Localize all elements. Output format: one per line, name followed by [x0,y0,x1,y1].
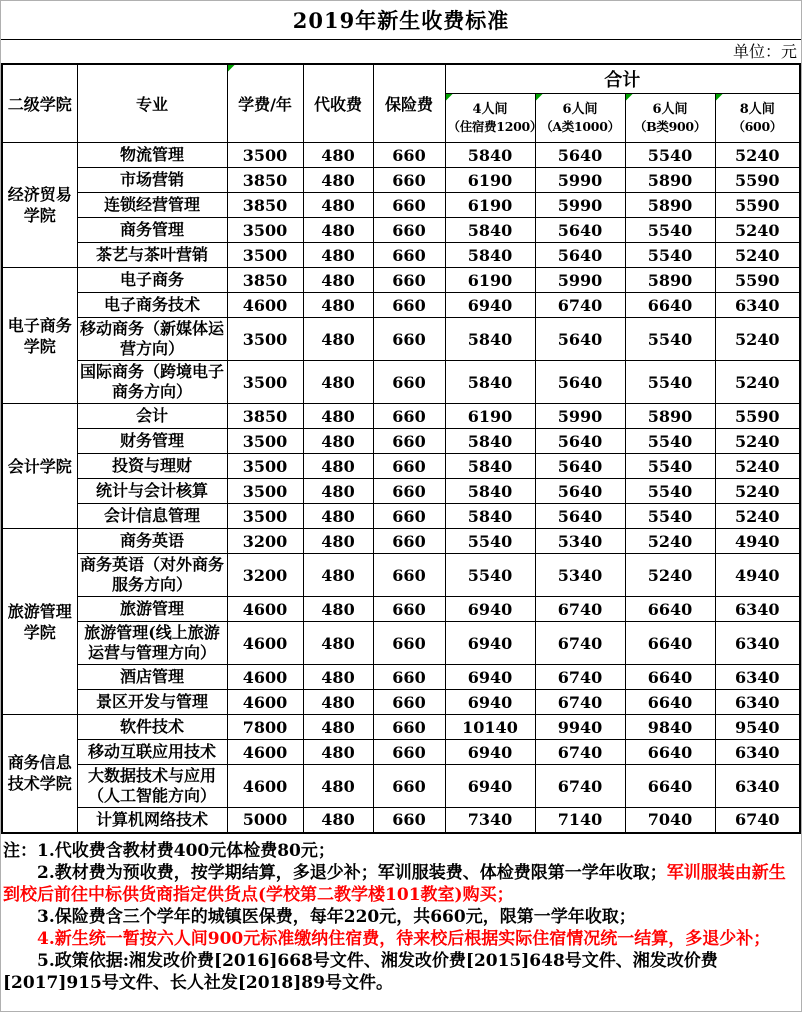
major-cell: 旅游管理 [77,597,227,622]
total-cell-room-type-2: 5990 [535,168,625,193]
total-cell-room-type-2: 5640 [535,143,625,168]
notes-label: 注： [3,840,37,861]
major-cell: 投资与理财 [77,454,227,479]
collection-fee-cell: 480 [303,529,373,554]
table-row [2,529,800,554]
total-cell-room-type-3: 6640 [625,765,715,808]
table-row [2,243,800,268]
table-row [2,361,800,404]
table-row [2,479,800,504]
major-cell: 移动互联应用技术 [77,740,227,765]
collection-fee-cell: 480 [303,143,373,168]
note-text: 2.教材费为预收费，按学期结算，多退少补；军训服装费、体检费限第一学年收取； [37,862,667,883]
insurance-fee-cell: 660 [373,690,445,715]
total-cell-room-type-2: 5640 [535,479,625,504]
tuition-cell: 3500 [227,243,303,268]
total-cell-room-type-3: 6640 [625,690,715,715]
total-cell-room-type-2: 6740 [535,665,625,690]
major-cell: 商务管理 [77,218,227,243]
total-cell-room-type-3: 5890 [625,193,715,218]
tuition-cell: 3850 [227,168,303,193]
total-cell-room-type-1: 6940 [445,690,535,715]
note-line [3,906,798,928]
collection-fee-cell: 480 [303,808,373,833]
total-cell-room-type-4: 5240 [715,454,800,479]
collection-fee-cell: 480 [303,168,373,193]
total-cell-room-type-3: 5890 [625,404,715,429]
total-cell-room-type-3: 6640 [625,597,715,622]
table-row [2,168,800,193]
major-cell: 景区开发与管理 [77,690,227,715]
total-cell-room-type-4: 6340 [715,665,800,690]
insurance-fee-cell: 660 [373,740,445,765]
comment-indicator-icon [716,94,723,101]
total-cell-room-type-4: 5240 [715,243,800,268]
table-row [2,554,800,597]
table-row [2,268,800,293]
major-cell: 计算机网络技术 [77,808,227,833]
table-row [2,504,800,529]
header-insurance-fee: 保险费 [373,64,445,143]
tuition-cell: 3850 [227,193,303,218]
table-row [2,318,800,361]
collection-fee-cell: 480 [303,454,373,479]
total-cell-room-type-3: 5540 [625,429,715,454]
tuition-cell: 5000 [227,808,303,833]
total-cell-room-type-3: 5540 [625,479,715,504]
tuition-cell: 3500 [227,361,303,404]
total-cell-room-type-2: 5340 [535,554,625,597]
total-cell-room-type-2: 6740 [535,597,625,622]
collection-fee-cell: 480 [303,243,373,268]
total-cell-room-type-1: 6190 [445,193,535,218]
total-cell-room-type-4: 5590 [715,404,800,429]
major-cell: 移动商务（新媒体运营方向） [77,318,227,361]
collection-fee-cell: 480 [303,293,373,318]
collection-fee-cell: 480 [303,193,373,218]
note-text-highlighted: 军训服装由新生到校后前往中标供货商指定供货点(学校第二教学楼101教室)购买； [3,862,786,905]
total-cell-room-type-1: 6940 [445,765,535,808]
total-cell-room-type-1: 5840 [445,479,535,504]
total-cell-room-type-3: 5540 [625,218,715,243]
tuition-cell: 3500 [227,504,303,529]
total-cell-room-type-1: 10140 [445,715,535,740]
total-cell-room-type-2: 6740 [535,765,625,808]
insurance-fee-cell: 660 [373,597,445,622]
collection-fee-cell: 480 [303,404,373,429]
collection-fee-cell: 480 [303,318,373,361]
collection-fee-cell: 480 [303,429,373,454]
total-cell-room-type-3: 5540 [625,318,715,361]
insurance-fee-cell: 660 [373,429,445,454]
total-cell-room-type-3: 6640 [625,740,715,765]
comment-indicator-icon [228,65,235,72]
total-cell-room-type-2: 5640 [535,318,625,361]
comment-indicator-icon [536,94,543,101]
tuition-cell: 4600 [227,293,303,318]
table-row [2,404,800,429]
total-cell-room-type-2: 5640 [535,243,625,268]
tuition-cell: 4600 [227,765,303,808]
total-cell-room-type-3: 5540 [625,361,715,404]
collection-fee-cell: 480 [303,740,373,765]
major-cell: 财务管理 [77,429,227,454]
insurance-fee-cell: 660 [373,454,445,479]
total-cell-room-type-1: 6940 [445,597,535,622]
collection-fee-cell: 480 [303,690,373,715]
header-major: 专业 [77,64,227,143]
total-cell-room-type-3: 6640 [625,665,715,690]
header-college: 二级学院 [2,64,77,143]
total-cell-room-type-3: 5540 [625,504,715,529]
insurance-fee-cell: 660 [373,293,445,318]
tuition-cell: 4600 [227,622,303,665]
insurance-fee-cell: 660 [373,715,445,740]
total-cell-room-type-2: 6740 [535,622,625,665]
total-cell-room-type-4: 5240 [715,479,800,504]
major-cell: 电子商务 [77,268,227,293]
page-title: 2019年新生收费标准 [1,1,801,40]
total-cell-room-type-1: 5840 [445,318,535,361]
total-cell-room-type-4: 4940 [715,529,800,554]
table-row [2,597,800,622]
total-cell-room-type-1: 6940 [445,293,535,318]
college-cell: 会计学院 [2,404,77,529]
insurance-fee-cell: 660 [373,243,445,268]
insurance-fee-cell: 660 [373,808,445,833]
collection-fee-cell: 480 [303,597,373,622]
total-cell-room-type-4: 6340 [715,740,800,765]
total-cell-room-type-2: 5990 [535,268,625,293]
total-cell-room-type-2: 5640 [535,218,625,243]
total-cell-room-type-3: 5890 [625,268,715,293]
total-cell-room-type-3: 5540 [625,143,715,168]
total-cell-room-type-1: 6940 [445,665,535,690]
header-room-type-3: 6人间 （B类900） [625,94,715,143]
college-cell: 电子商务学院 [2,268,77,404]
table-row [2,808,800,833]
major-cell: 酒店管理 [77,665,227,690]
tuition-cell: 7800 [227,715,303,740]
comment-indicator-icon [626,94,633,101]
total-cell-room-type-4: 5240 [715,143,800,168]
collection-fee-cell: 480 [303,361,373,404]
total-cell-room-type-2: 5340 [535,529,625,554]
insurance-fee-cell: 660 [373,218,445,243]
table-row [2,293,800,318]
insurance-fee-cell: 660 [373,168,445,193]
total-cell-room-type-4: 5590 [715,193,800,218]
collection-fee-cell: 480 [303,479,373,504]
header-room-type-1: 4人间 （住宿费1200） [445,94,535,143]
total-cell-room-type-4: 5240 [715,318,800,361]
total-cell-room-type-2: 6740 [535,740,625,765]
total-cell-room-type-3: 6640 [625,293,715,318]
tuition-cell: 4600 [227,665,303,690]
comment-indicator-icon [446,94,453,101]
header-total: 合计 [445,64,800,94]
total-cell-room-type-2: 6740 [535,690,625,715]
tuition-cell: 3200 [227,554,303,597]
major-cell: 大数据技术与应用（人工智能方向） [77,765,227,808]
total-cell-room-type-3: 5240 [625,554,715,597]
unit-label: 单位：元 [732,42,797,61]
total-cell-room-type-2: 5640 [535,429,625,454]
note-text-highlighted: 4.新生统一暂按六人间900元标准缴纳住宿费，待来校后根据实际住宿情况统一结算，多退少补； [37,928,771,949]
total-cell-room-type-2: 5990 [535,404,625,429]
fee-table [1,63,801,834]
total-cell-room-type-1: 6190 [445,268,535,293]
major-cell: 电子商务技术 [77,293,227,318]
table-row [2,193,800,218]
note-line [3,840,798,862]
header-collection-fee: 代收费 [303,64,373,143]
insurance-fee-cell: 660 [373,268,445,293]
major-cell: 会计 [77,404,227,429]
college-cell: 旅游管理学院 [2,529,77,715]
total-cell-room-type-4: 5240 [715,361,800,404]
total-cell-room-type-2: 9940 [535,715,625,740]
total-cell-room-type-4: 5590 [715,268,800,293]
note-text: 5.政策依据:湘发改价费[2016]668号文件、湘发改价费[2015]648号文件、湘发改价费[2017]915号文件、长人社发[2018]89号文件。 [3,950,718,993]
total-cell-room-type-4: 6340 [715,597,800,622]
insurance-fee-cell: 660 [373,504,445,529]
total-cell-room-type-1: 7340 [445,808,535,833]
major-cell: 软件技术 [77,715,227,740]
collection-fee-cell: 480 [303,268,373,293]
insurance-fee-cell: 660 [373,318,445,361]
total-cell-room-type-4: 6740 [715,808,800,833]
total-cell-room-type-4: 5240 [715,429,800,454]
total-cell-room-type-1: 6190 [445,168,535,193]
major-cell: 市场营销 [77,168,227,193]
table-row [2,765,800,808]
total-cell-room-type-1: 6190 [445,404,535,429]
total-cell-room-type-2: 6740 [535,293,625,318]
total-cell-room-type-1: 5840 [445,243,535,268]
insurance-fee-cell: 660 [373,361,445,404]
note-line [3,862,798,906]
collection-fee-cell: 480 [303,715,373,740]
tuition-cell: 3850 [227,268,303,293]
table-row [2,622,800,665]
tuition-cell: 3850 [227,404,303,429]
insurance-fee-cell: 660 [373,554,445,597]
total-cell-room-type-1: 5840 [445,429,535,454]
total-cell-room-type-4: 9540 [715,715,800,740]
insurance-fee-cell: 660 [373,404,445,429]
tuition-cell: 4600 [227,597,303,622]
tuition-cell: 3500 [227,218,303,243]
major-cell: 连锁经营管理 [77,193,227,218]
insurance-fee-cell: 660 [373,765,445,808]
total-cell-room-type-2: 5640 [535,361,625,404]
total-cell-room-type-1: 5840 [445,454,535,479]
insurance-fee-cell: 660 [373,622,445,665]
header-room-type-4: 8人间 （600） [715,94,800,143]
tuition-cell: 3500 [227,143,303,168]
table-row [2,665,800,690]
total-cell-room-type-2: 5990 [535,193,625,218]
major-cell: 物流管理 [77,143,227,168]
major-cell: 国际商务（跨境电子商务方向） [77,361,227,404]
table-row [2,143,800,168]
notes-section [1,834,801,1002]
table-row [2,429,800,454]
major-cell: 统计与会计核算 [77,479,227,504]
total-cell-room-type-4: 5590 [715,168,800,193]
note-line [3,950,798,994]
table-row [2,454,800,479]
collection-fee-cell: 480 [303,765,373,808]
tuition-cell: 3200 [227,529,303,554]
major-cell: 商务英语 [77,529,227,554]
total-cell-room-type-3: 5540 [625,243,715,268]
total-cell-room-type-3: 6640 [625,622,715,665]
fee-table-body [2,143,800,833]
table-row [2,740,800,765]
insurance-fee-cell: 660 [373,193,445,218]
total-cell-room-type-3: 9840 [625,715,715,740]
total-cell-room-type-4: 6340 [715,690,800,715]
total-cell-room-type-4: 6340 [715,293,800,318]
total-cell-room-type-4: 6340 [715,622,800,665]
total-cell-room-type-1: 6940 [445,740,535,765]
insurance-fee-cell: 660 [373,529,445,554]
total-cell-room-type-2: 5640 [535,454,625,479]
tuition-cell: 3500 [227,318,303,361]
total-cell-room-type-1: 5840 [445,218,535,243]
total-cell-room-type-1: 5840 [445,143,535,168]
college-cell: 商务信息技术学院 [2,715,77,833]
collection-fee-cell: 480 [303,622,373,665]
table-row [2,218,800,243]
total-cell-room-type-1: 6940 [445,622,535,665]
total-cell-room-type-3: 7040 [625,808,715,833]
tuition-cell: 3500 [227,479,303,504]
college-cell: 经济贸易学院 [2,143,77,268]
tuition-cell: 4600 [227,740,303,765]
major-cell: 旅游管理(线上旅游运营与管理方向） [77,622,227,665]
total-cell-room-type-1: 5840 [445,361,535,404]
major-cell: 会计信息管理 [77,504,227,529]
tuition-cell: 4600 [227,690,303,715]
note-text: 1.代收费含教材费400元体检费80元； [37,840,335,861]
tuition-cell: 3500 [227,454,303,479]
total-cell-room-type-3: 5890 [625,168,715,193]
insurance-fee-cell: 660 [373,665,445,690]
note-line [3,928,798,950]
collection-fee-cell: 480 [303,504,373,529]
header-tuition-label: 学费/年 [238,95,292,114]
collection-fee-cell: 480 [303,665,373,690]
insurance-fee-cell: 660 [373,479,445,504]
total-cell-room-type-4: 6340 [715,765,800,808]
collection-fee-cell: 480 [303,554,373,597]
total-cell-room-type-2: 5640 [535,504,625,529]
total-cell-room-type-3: 5540 [625,454,715,479]
header-tuition [227,64,303,143]
major-cell: 茶艺与茶叶营销 [77,243,227,268]
total-cell-room-type-1: 5540 [445,529,535,554]
total-cell-room-type-4: 5240 [715,504,800,529]
table-row [2,690,800,715]
total-cell-room-type-4: 4940 [715,554,800,597]
total-cell-room-type-4: 5240 [715,218,800,243]
total-cell-room-type-3: 5240 [625,529,715,554]
header-room-type-2: 6人间 （A类1000） [535,94,625,143]
header-row-main [2,64,800,94]
total-cell-room-type-2: 7140 [535,808,625,833]
note-text: 3.保险费含三个学年的城镇医保费，每年220元，共660元，限第一学年收取； [37,906,636,927]
insurance-fee-cell: 660 [373,143,445,168]
table-row [2,715,800,740]
major-cell: 商务英语（对外商务服务方向） [77,554,227,597]
collection-fee-cell: 480 [303,218,373,243]
total-cell-room-type-1: 5540 [445,554,535,597]
total-cell-room-type-1: 5840 [445,504,535,529]
tuition-cell: 3500 [227,429,303,454]
